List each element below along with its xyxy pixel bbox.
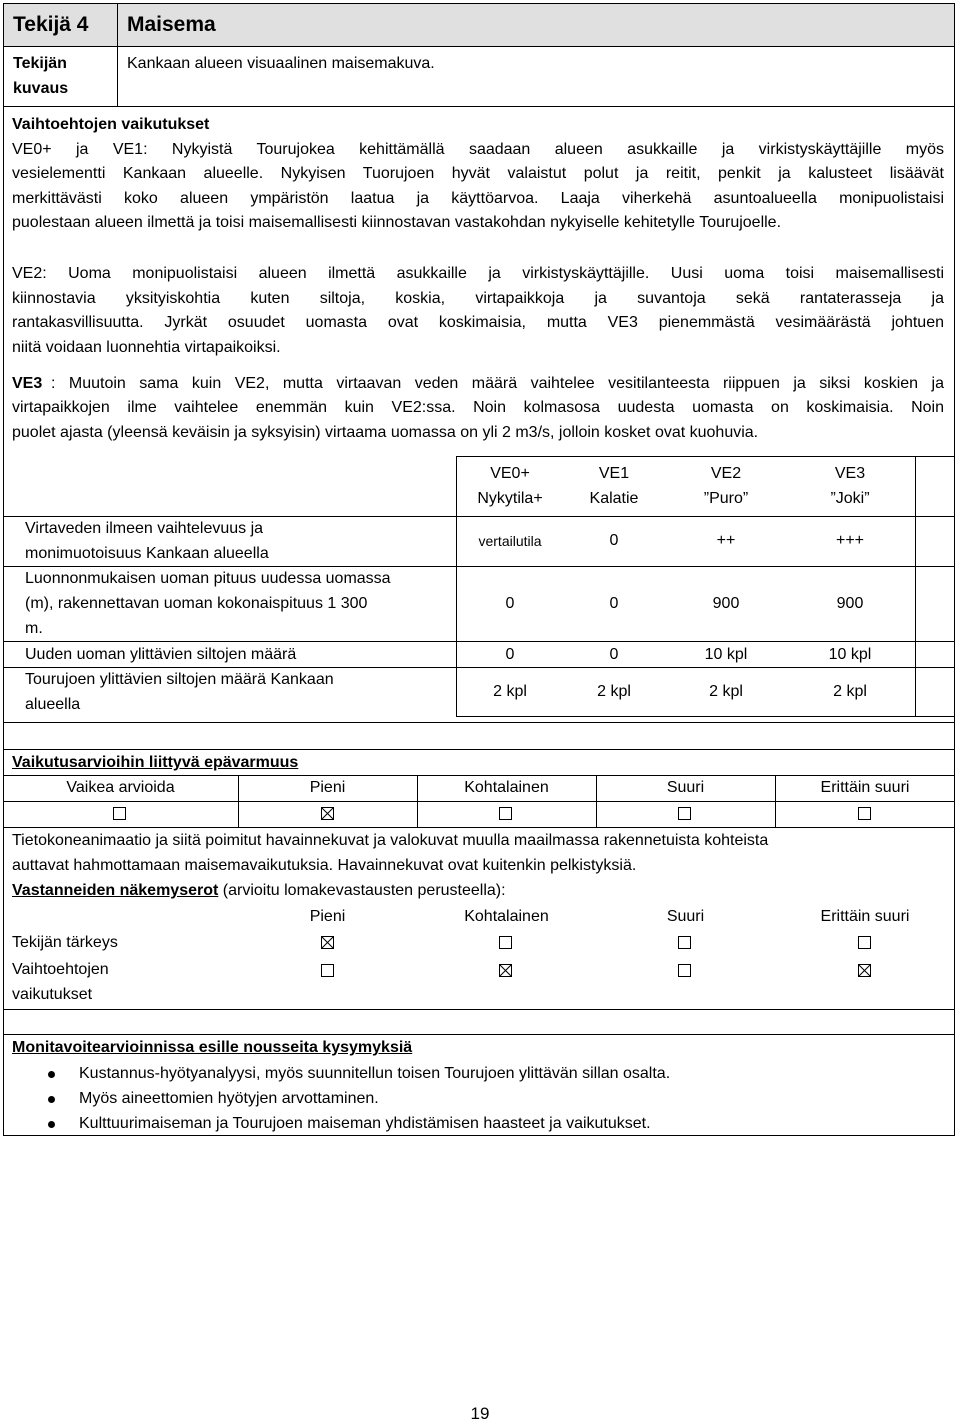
row-label: (m), rakennettavan uoman kokonaispituus 1 300 bbox=[25, 595, 368, 612]
cell-value: 10 kpl bbox=[704, 646, 748, 663]
checkmark-icon bbox=[859, 965, 870, 976]
uncertainty-heading: Vaikutusarvioihin liittyvä epävarmuus bbox=[12, 754, 299, 771]
stakeholders-scale-label: Suuri bbox=[666, 908, 705, 925]
stakeholders-note: (arvioitu lomakevastausten perusteella): bbox=[218, 882, 506, 899]
question-item: Kulttuurimaiseman ja Tourujoen maiseman yhdistämisen haasteet ja vaikutukset. bbox=[79, 1112, 651, 1137]
impacts-p2-line: VE2: Uoma monipuolistaisi alueen ilmettä asukkaille ja virkistyskäyttäjille. Uusi uoma toisi maisemallisesti bbox=[12, 265, 944, 282]
uncertainty-checkbox[interactable] bbox=[858, 807, 871, 820]
stakeholders-scale-label: Erittäin suuri bbox=[820, 908, 910, 925]
stakeholders-heading: Vastanneiden näkemyserot bbox=[12, 882, 219, 899]
stakeholder-row-label: Vaihtoehtojen bbox=[12, 961, 109, 978]
row-label: Luonnonmukaisen uoman pituus uudessa uomassa bbox=[25, 570, 391, 587]
row-label: monimuotoisuus Kankaan alueella bbox=[25, 545, 269, 562]
cell-value: 0 bbox=[505, 595, 515, 612]
comparison-row-line bbox=[3, 641, 955, 642]
row-label: alueella bbox=[25, 696, 81, 713]
stakeholder-checkbox[interactable] bbox=[678, 964, 691, 977]
section-divider bbox=[3, 722, 955, 723]
row-label: Virtaveden ilmeen vaihtelevuus ja bbox=[25, 520, 264, 537]
comparison-col-line bbox=[915, 456, 916, 717]
uncertainty-scale-label: Erittäin suuri bbox=[820, 779, 910, 796]
stakeholder-checkbox[interactable] bbox=[858, 964, 871, 977]
impacts-p2-line: kiinnostavia yksityiskohtia kuten siltoja, koskia, virtapaikkoja ja suvantoja sekä rantaterasseja ja bbox=[12, 290, 944, 307]
stakeholder-checkbox[interactable] bbox=[678, 936, 691, 949]
cell-value: 0 bbox=[505, 646, 515, 663]
stakeholder-checkbox[interactable] bbox=[858, 936, 871, 949]
cell-value: 2 kpl bbox=[493, 683, 527, 700]
stakeholders-scale-label: Kohtalainen bbox=[464, 908, 549, 925]
col-header-l1: VE0+ bbox=[490, 465, 530, 482]
uncertainty-scale-label: Kohtalainen bbox=[464, 779, 549, 796]
cell-value: ++ bbox=[716, 532, 736, 549]
uncertainty-text: Tietokoneanimaatio ja siitä poimitut havainnekuvat ja valokuvat muulla maailmassa rakennetuista kohteista bbox=[12, 832, 769, 849]
uncertainty-checkbox[interactable] bbox=[113, 807, 126, 820]
stakeholder-checkbox[interactable] bbox=[321, 964, 334, 977]
impacts-p3-line: puolet ajasta (yleensä keväisin ja syksyisin) virtaama uomassa on yli 2 m3/s, jolloin kosket ovat kuohuvia. bbox=[12, 424, 759, 441]
stakeholders-heading-line bbox=[12, 879, 506, 904]
uncertainty-checkbox[interactable] bbox=[499, 807, 512, 820]
question-item: Kustannus-hyötyanalyysi, myös suunnitellun toisen Tourujoen ylittävän sillan osalta. bbox=[79, 1062, 670, 1087]
cell-value: 900 bbox=[712, 595, 740, 612]
factor-title: Maisema bbox=[127, 13, 216, 36]
row-label: Uuden uoman ylittävien siltojen määrä bbox=[25, 646, 297, 663]
uncertainty-checkbox[interactable] bbox=[321, 807, 334, 820]
row-label: m. bbox=[25, 620, 43, 637]
uncertainty-scale-label: Pieni bbox=[309, 779, 346, 796]
questions-heading: Monitavoitearvioinnissa esille nousseita kysymyksiä bbox=[12, 1039, 413, 1056]
cell-value: 0 bbox=[609, 532, 619, 549]
cell-value: vertailutila bbox=[478, 533, 542, 549]
stakeholder-checkbox[interactable] bbox=[321, 936, 334, 949]
scale-grid-line bbox=[3, 801, 955, 802]
questions-list bbox=[79, 1062, 939, 1137]
uncertainty-checkbox[interactable] bbox=[678, 807, 691, 820]
cell-value: +++ bbox=[835, 532, 865, 549]
checkmark-icon bbox=[322, 937, 333, 948]
checkmark-icon bbox=[500, 965, 511, 976]
description-text: Kankaan alueen visuaalinen maisemakuva. bbox=[127, 55, 435, 72]
cell-value: 2 kpl bbox=[597, 683, 631, 700]
section-divider bbox=[3, 749, 955, 750]
col-header-l2: Nykytila+ bbox=[477, 490, 543, 507]
impacts-p3-line: : Muutoin sama kuin VE2, mutta virtaavan veden määrä vaihtelee vesitilanteesta riippuen ja siksi koskien ja bbox=[51, 375, 944, 392]
header-col-divider bbox=[117, 4, 118, 106]
col-header-l1: VE3 bbox=[834, 465, 866, 482]
col-header-l2: ”Puro” bbox=[703, 490, 749, 507]
stakeholders-scale-label: Pieni bbox=[309, 908, 346, 925]
col-header-l2: Kalatie bbox=[589, 490, 639, 507]
uncertainty-text: auttavat hahmottamaan maisemavaikutuksia. Havainnekuvat ovat kuitenkin pelkistyksiä. bbox=[12, 857, 637, 874]
section-divider bbox=[3, 1009, 955, 1010]
page-number: 19 bbox=[470, 1404, 490, 1423]
factor-label: Tekijä 4 bbox=[13, 13, 89, 36]
description-label: Tekijän kuvaus bbox=[13, 55, 69, 97]
impacts-p1-line: vesielementti Kankaan alueelle. Nykyisen Tuorujoen hyvät valaistut polut ja reitit, penkit ja kalusteet lisäävät bbox=[12, 165, 944, 182]
stakeholder-row-label: vaikutukset bbox=[12, 986, 93, 1003]
impacts-p2-line: niitä voidaan luonnehtia virtapaikoiksi. bbox=[12, 339, 281, 356]
uncertainty-scale-label: Suuri bbox=[666, 779, 705, 796]
impacts-p3-label: VE3 bbox=[12, 375, 43, 392]
impacts-p1-line: puolestaan alueen ilmettä ja toisi maisemallisesti kiinnostavan vastakohdan nykyiselle kehitetylle Tourujoelle. bbox=[12, 214, 782, 231]
col-header-l2: ”Joki” bbox=[830, 490, 870, 507]
uncertainty-scale-label: Vaikea arvioida bbox=[66, 779, 175, 796]
impacts-p2-line: rantakasvillisuutta. Jyrkät osuudet uomasta ovat koskimaisia, mutta VE3 pienemmästä vesimäärästä johtuen bbox=[12, 314, 944, 331]
comparison-table-left bbox=[3, 516, 4, 717]
header-divider bbox=[4, 46, 954, 47]
impacts-p1-line: merkittävästi koko alueen ympäristön laatua ja käyttöarvoa. Laaja viherkehä asuntoalueella monipuolistaisi bbox=[12, 190, 944, 207]
cell-value: 10 kpl bbox=[828, 646, 872, 663]
cell-value: 0 bbox=[609, 595, 619, 612]
cell-value: 900 bbox=[836, 595, 864, 612]
impacts-heading: Vaihtoehtojen vaikutukset bbox=[12, 116, 210, 133]
col-header-l1: VE1 bbox=[598, 465, 630, 482]
impacts-p1-line: VE0+ ja VE1: Nykyistä Tourujokea kehittämällä saadaan alueen asukkaille ja virkistyskäyttäjille myös bbox=[12, 141, 944, 158]
stakeholder-row-label: Tekijän tärkeys bbox=[12, 934, 118, 951]
scale-grid-line bbox=[3, 827, 955, 828]
stakeholder-checkbox[interactable] bbox=[499, 936, 512, 949]
row-label: Tourujoen ylittävien siltojen määrä Kankaan bbox=[25, 671, 334, 688]
impacts-p3-line: virtapaikkojen ilme vaihtelee enemmän kuin VE2:ssa. Noin kolmasosa uudesta uomasta on koskimaisia. Noin bbox=[12, 399, 944, 416]
stakeholder-checkbox[interactable] bbox=[499, 964, 512, 977]
checkmark-icon bbox=[322, 808, 333, 819]
section-divider bbox=[3, 1034, 955, 1035]
cell-value: 2 kpl bbox=[709, 683, 743, 700]
col-header-l1: VE2 bbox=[710, 465, 742, 482]
question-item: Myös aineettomien hyötyjen arvottaminen. bbox=[79, 1087, 379, 1112]
cell-value: 0 bbox=[609, 646, 619, 663]
cell-value: 2 kpl bbox=[833, 683, 867, 700]
